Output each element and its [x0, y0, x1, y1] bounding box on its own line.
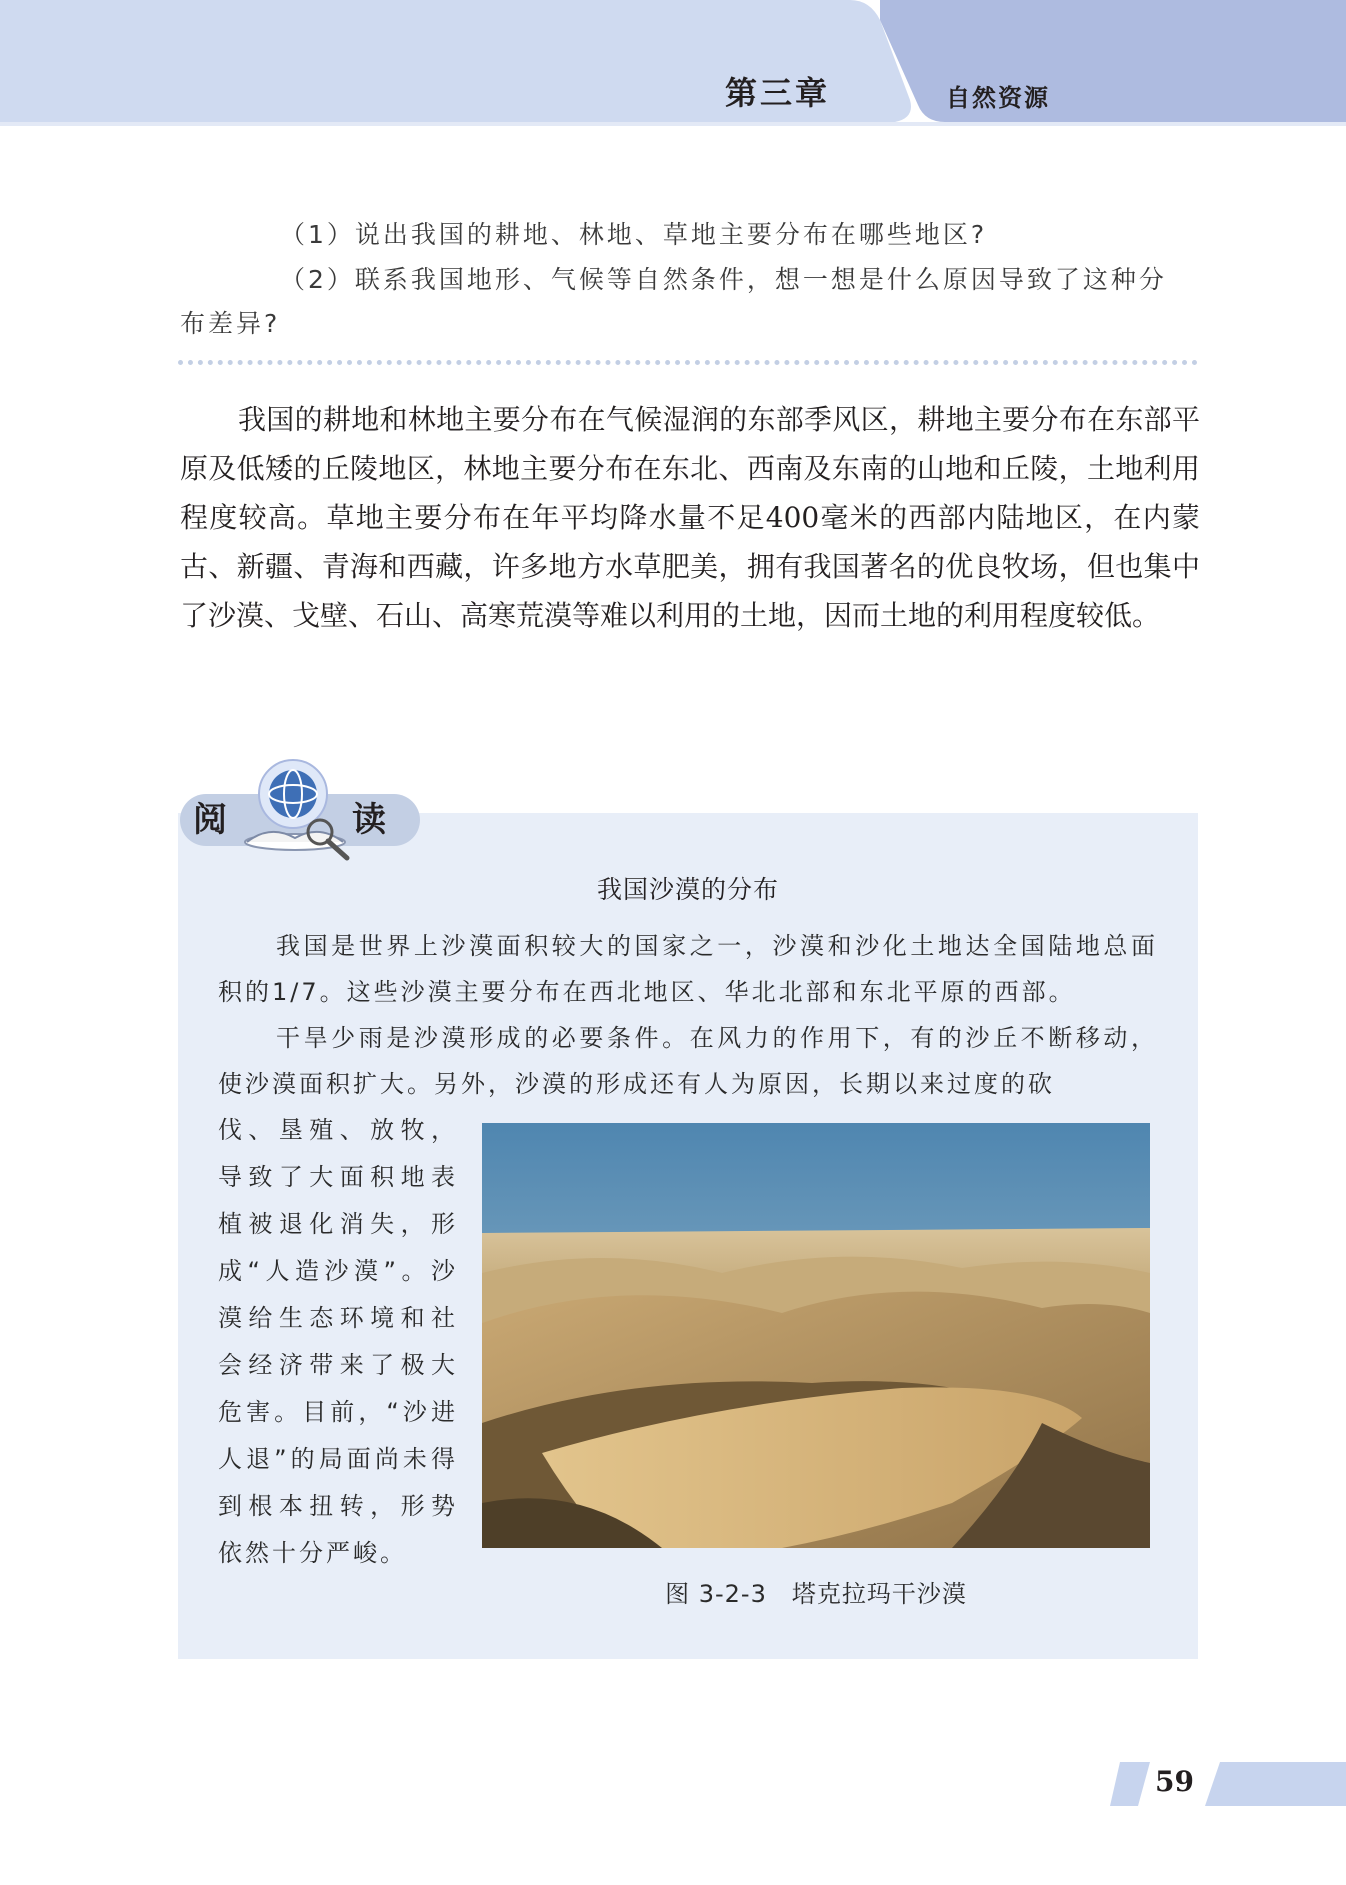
body-paragraph: 我国的耕地和林地主要分布在气候湿润的东部季风区，耕地主要分布在东部平原及低矮的丘陵地区，林地主要分布在东北、西南及东南的山地和丘陵，土地利用程度较高。草地主要分布在年平均降水量不足400毫米的西部内陆地区，在内蒙古、新疆、青海和西藏，许多地方水草肥美，拥有我国著名的优良牧场，但也集中了沙漠、戈壁、石山、高寒荒漠等难以利用的土地，因而土地的利用程度较低。	[180, 403, 1200, 632]
header-banner-shape	[0, 0, 1346, 130]
page-number: 59	[1155, 1765, 1194, 1798]
reading-badge-label-2: 读	[352, 800, 386, 840]
reading-badge-label-1: 阅	[193, 800, 227, 840]
figure-caption: 图 3-2-3 塔克拉玛干沙漠	[665, 1580, 967, 1608]
header-banner	[0, 0, 1346, 130]
reading-paragraph-1: 我国是世界上沙漠面积较大的国家之一，沙漠和沙化土地达全国陆地总面积的1/7。这些沙漠主要分布在西北地区、华北北部和东北平原的西部。	[218, 932, 1158, 1006]
dotted-divider	[178, 360, 1198, 365]
chapter-title: 第三章	[725, 74, 831, 112]
question-2: （2）联系我国地形、气候等自然条件，想一想是什么原因导致了这种分布差异?	[180, 265, 1167, 338]
chapter-subtitle: 自然资源	[946, 84, 1050, 112]
reading-side-text: 伐、垦殖、放牧，导致了大面积地表植被退化消失，形成“人造沙漠”。沙漠给生态环境和社会经济带来了极大危害。目前，“沙进人退”的局面尚未得到根本扭转，形势依然十分严峻。	[218, 1116, 458, 1567]
reading-paragraph-2: 干旱少雨是沙漠形成的必要条件。在风力的作用下，有的沙丘不断移动，使沙漠面积扩大。另外，沙漠的形成还有人为原因，长期以来过度的砍	[218, 1024, 1158, 1098]
question-1: （1）说出我国的耕地、林地、草地主要分布在哪些地区?	[280, 220, 988, 249]
desert-photo	[482, 1123, 1150, 1548]
footer-banner	[1110, 1762, 1346, 1806]
reading-title: 我国沙漠的分布	[596, 875, 779, 904]
